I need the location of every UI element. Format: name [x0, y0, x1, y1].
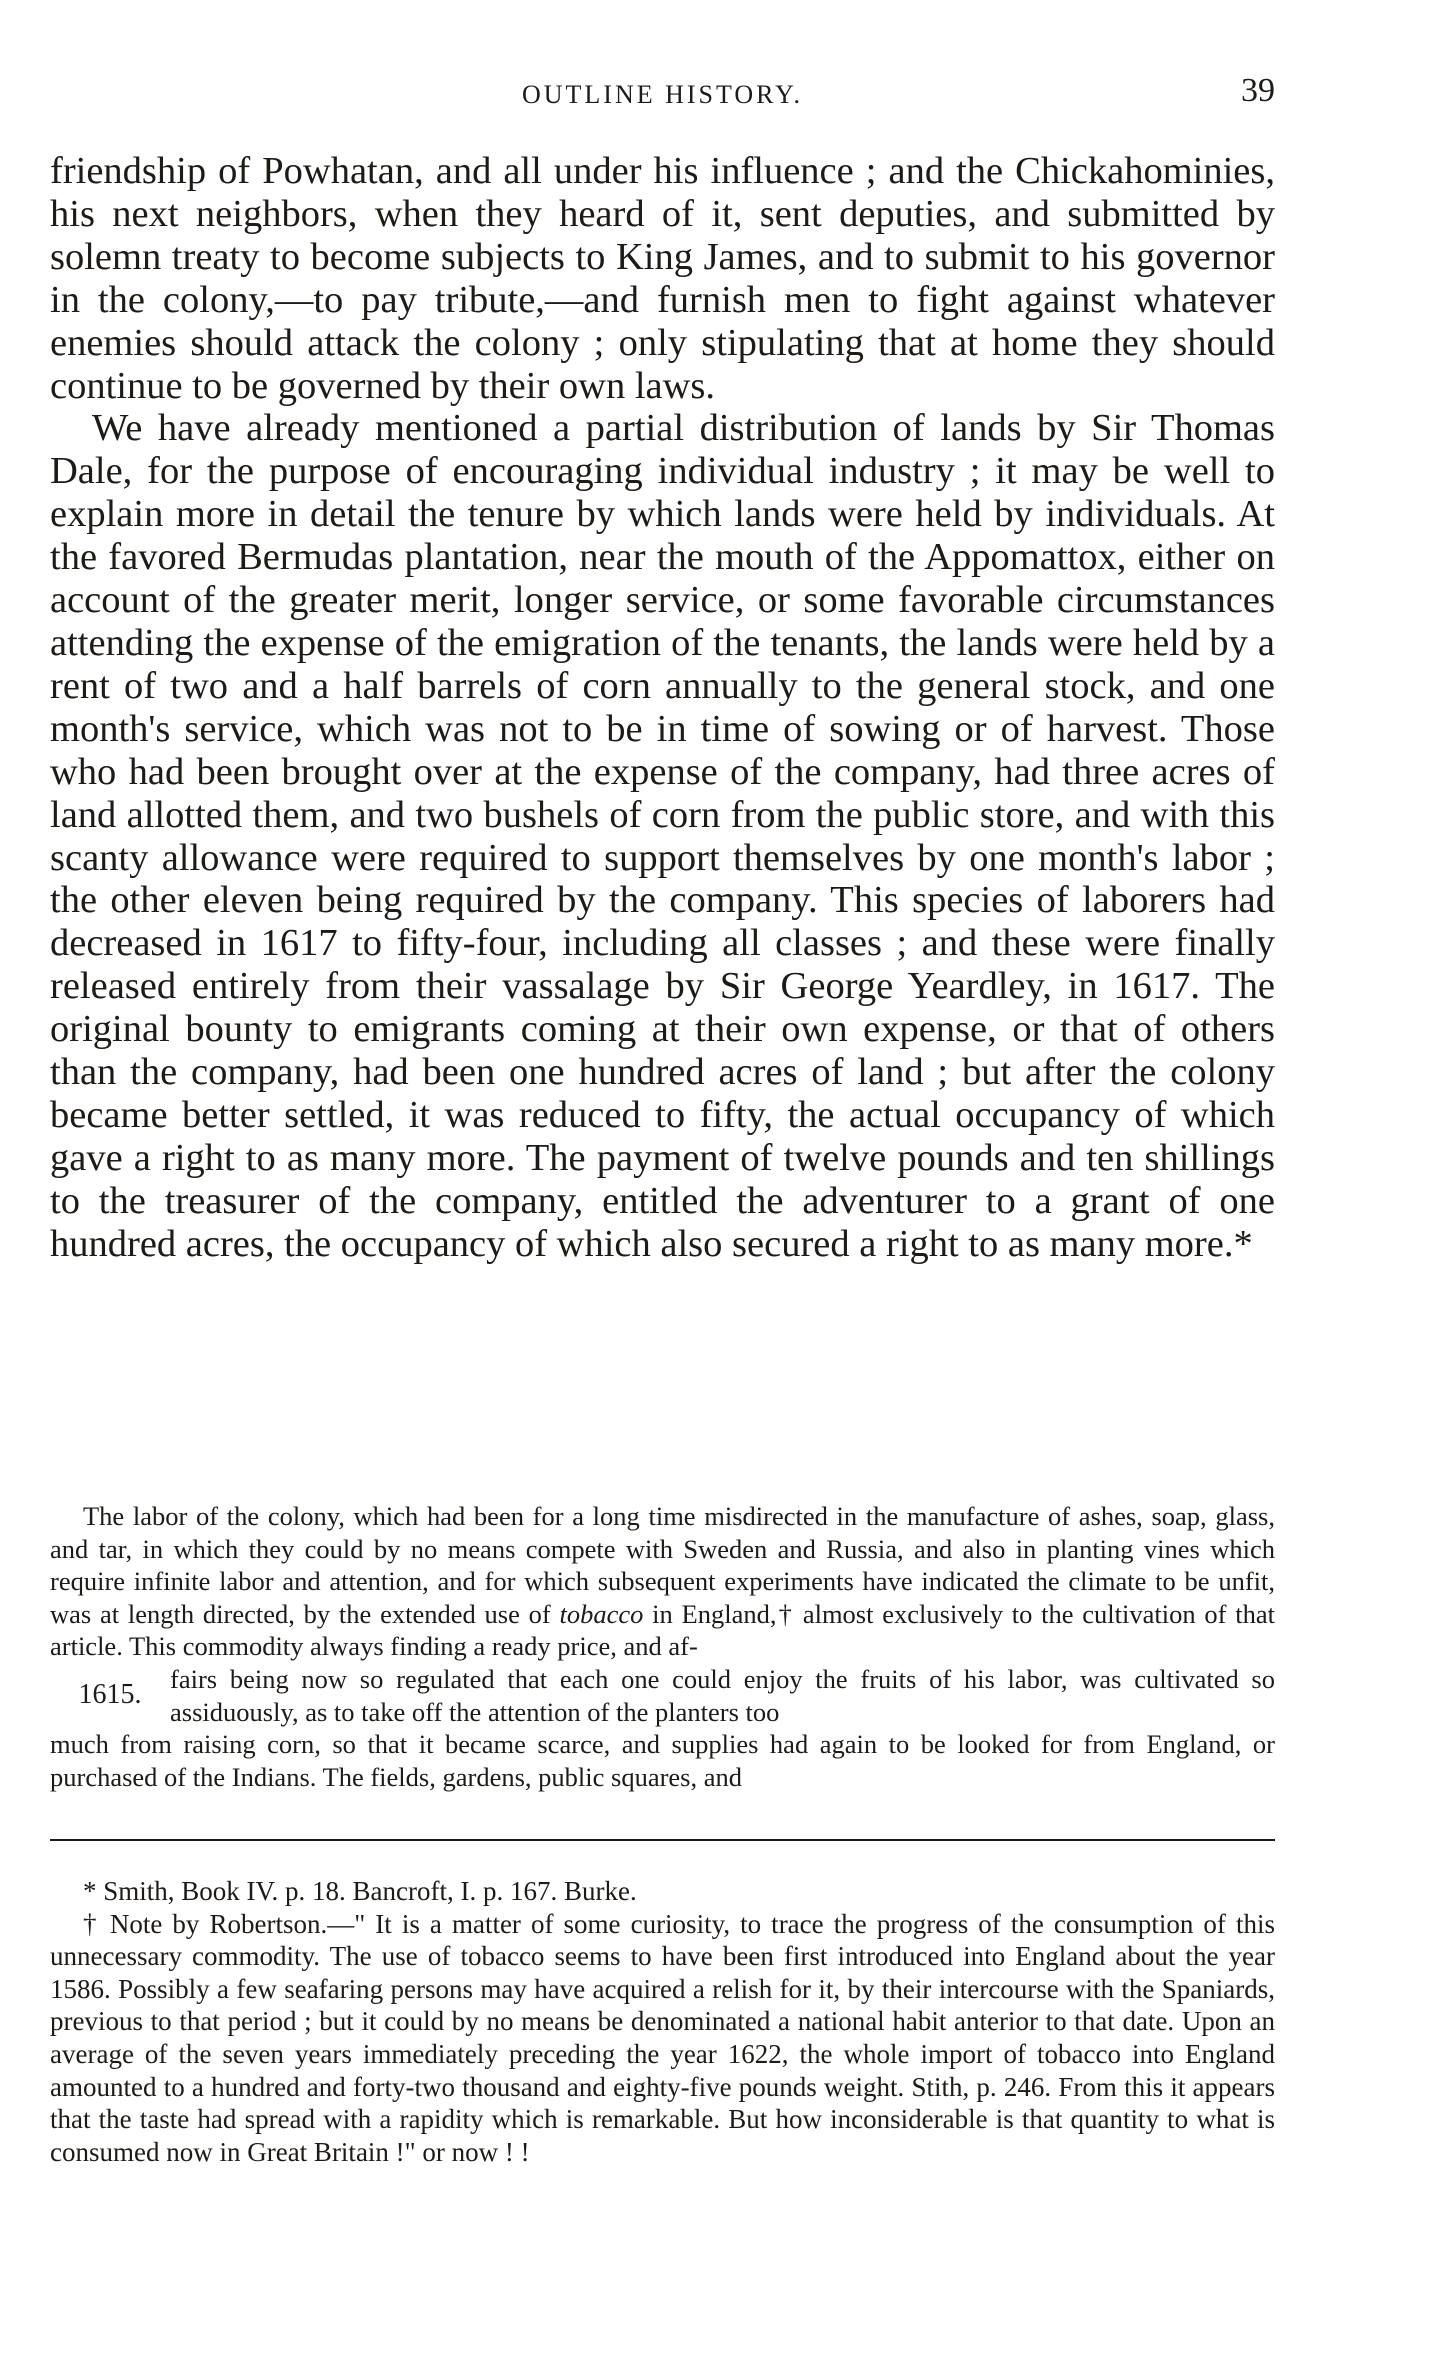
small-text-side-lines: fairs being now so regulated that each one could enjoy the fruits of his labor, was cultivated so assiduously, as to take off the attention of the planters too — [170, 1663, 1275, 1727]
margin-year: 1615. — [78, 1679, 142, 1711]
running-head — [50, 72, 1275, 112]
paragraph-land-tenure: We have already mentioned a partial distribution of lands by Sir Thomas Dale, for the purpose of encouraging individual industry ; it may be well to explain more in detail the tenure by which lands were held by individuals. At the favored Bermudas plantation, near the mouth of the Appomattox, either on account of the greater merit, longer service, or some favorable circumstances attending the expense of the emigration of the tenants, the lands were held by a rent of two and a half barrels of corn annually to the general stock, and one month's service, which was not to be in time of sowing or of harvest. Those who had been brought over at the expense of the company, had three acres of land allotted them, and two bushels of corn from the public store, and with this scanty allowance were required to support themselves by one month's labor ; the other eleven being required by the company. This species of laborers had decreased in 1617 to fifty-four, including all classes ; and these were finally released entirely from their vassalage by Sir George Yeardley, in 1617. The original bounty to emigrants coming at their own expense, or that of others than the company, had been one hundred acres of land ; but after the colony became better settled, it was reduced to fifty, the actual occupancy of which gave a right to as many more. The payment of twelve pounds and ten shillings to the treasurer of the company, entitled the adventurer to a grant of one hundred acres, the occupancy of which also secured a right to as many more.* — [50, 407, 1275, 1265]
footnotes — [50, 1875, 1275, 2168]
small-print-paragraph — [50, 1500, 1275, 1793]
marginal-note-block — [50, 1663, 1275, 1728]
small-text-part-1-end: in England,† almost exclusively to the cultivation of that article. This commodity always finding a ready price, and af- — [50, 1598, 1275, 1662]
running-title: OUTLINE HISTORY. — [521, 80, 804, 109]
footnote-divider — [50, 1839, 1275, 1841]
main-text — [50, 150, 1275, 1266]
small-text-part-1: The labor of the colony, which had been for a long time misdirected in the manufacture of ashes, soap, glass, and tar, in which they could by no means compete with Sweden and Russia, and also in planting vines which require infinite labor and attention, and for which subsequent experiments have indicated the climate to be unfit, was at length directed, by the extended use of — [50, 1501, 1275, 1629]
small-text-part-2: much from raising corn, so that it became scarce, and supplies had again to be looked for from England, or purchased of the Indians. The fields, gardens, public squares, and — [50, 1729, 1275, 1792]
page-number: 39 — [1241, 72, 1275, 109]
paragraph-continuation: friendship of Powhatan, and all under his influence ; and the Chickahominies, his next neighbors, when they heard of it, sent deputies, and submitted by solemn treaty to become subjects to King James, and to submit to his governor in the colony,—to pay tribute,—and furnish men to fight against whatever enemies should attack the colony ; only stipulating that at home they should continue to be governed by their own laws. — [50, 150, 1275, 407]
footnote-dagger: † Note by Robertson.—" It is a matter of some curiosity, to trace the progress of the consumption of this unnecessary commodity. The use of tobacco seems to have been first introduced into England about the year 1586. Possibly a few seafaring persons may have acquired a relish for it, by their intercourse with the Spaniards, previous to that period ; but it could by no means be denominated a national habit anterior to that date. Upon an average of the seven years immediately preceding the year 1622, the whole import of tobacco into England amounted to a hundred and forty-two thousand and eighty-five pounds weight. Stith, p. 246. From this it appears that the taste had spread with a rapidity which is remarkable. But how inconsiderable is that quantity to what is consumed now in Great Britain !" or now ! ! — [50, 1908, 1275, 2167]
footnote-asterisk: * Smith, Book IV. p. 18. Bancroft, I. p. 167. Burke. — [83, 1876, 637, 1906]
italic-word-tobacco: tobacco — [559, 1598, 644, 1629]
small-paragraph-opening — [50, 1500, 1275, 1663]
